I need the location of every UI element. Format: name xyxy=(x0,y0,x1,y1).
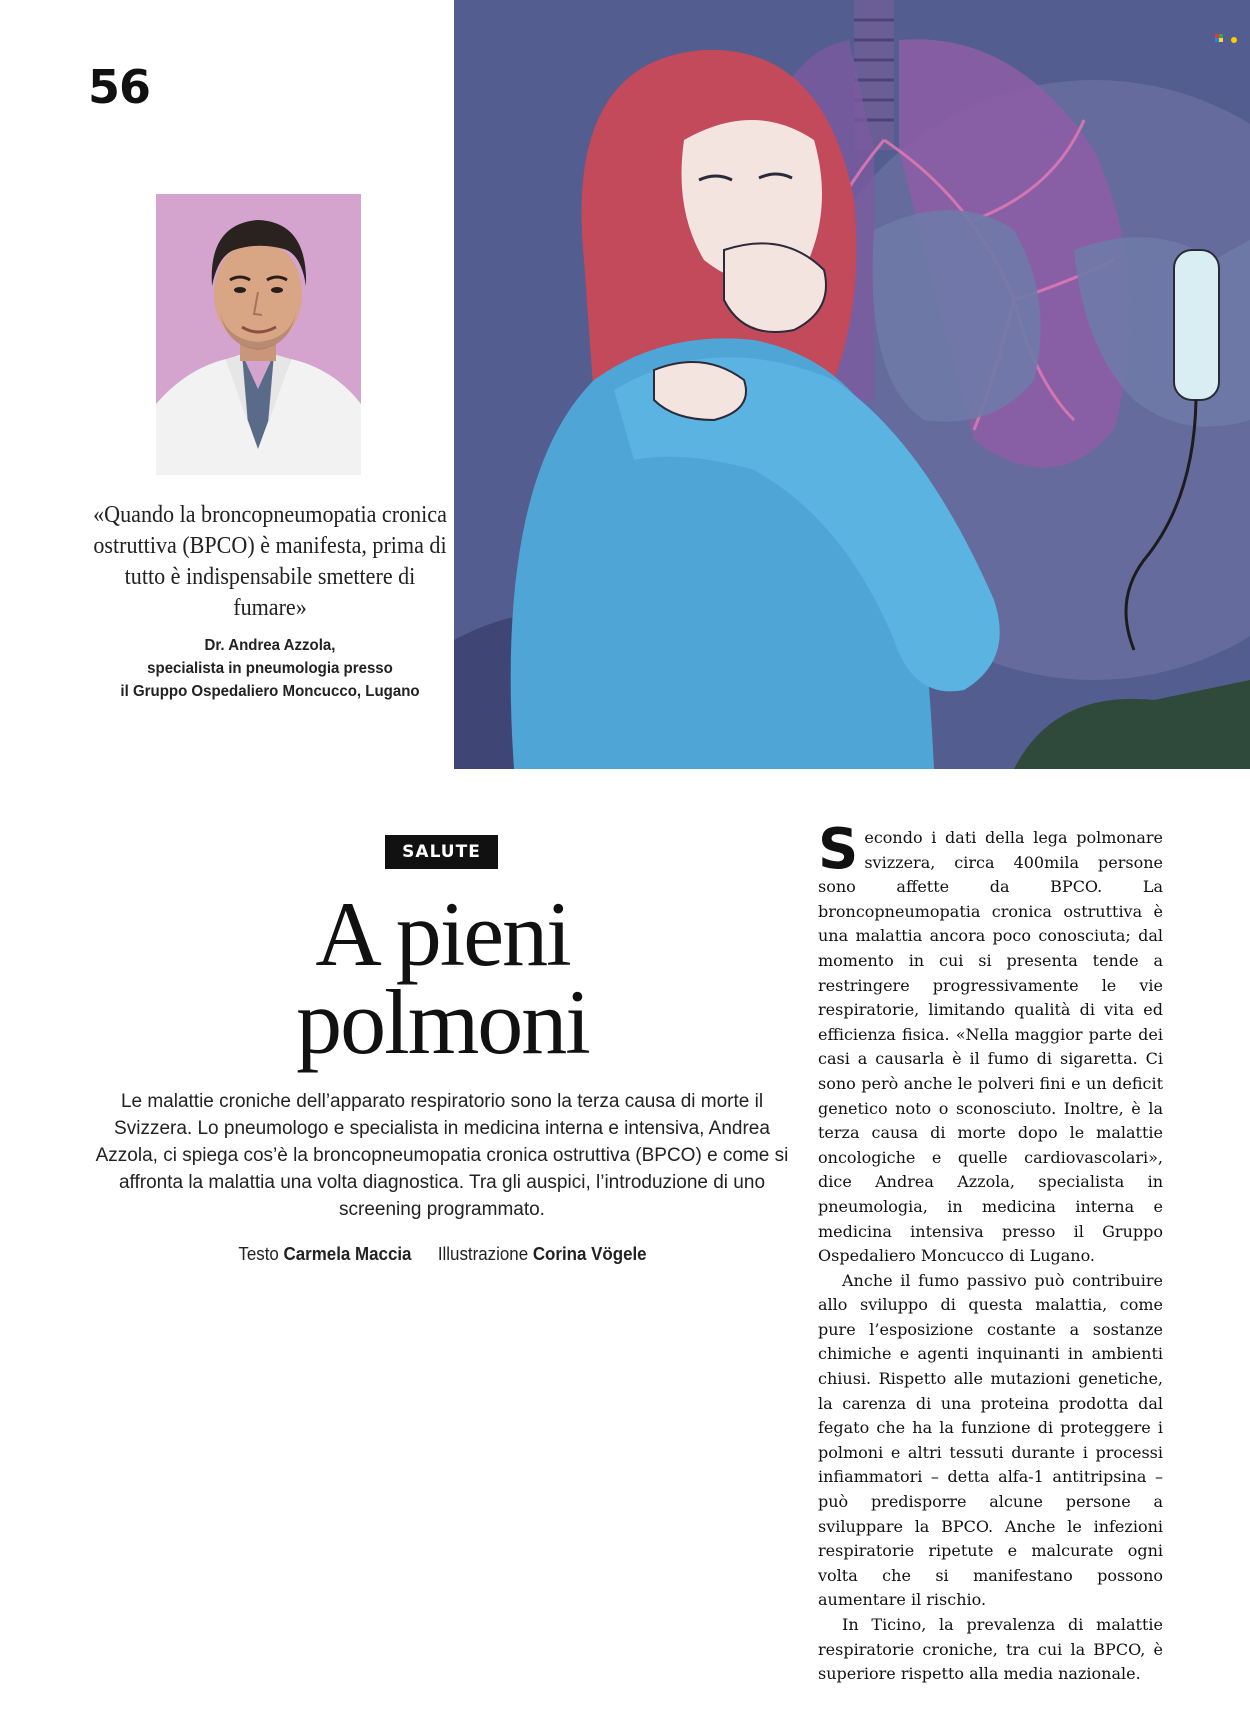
coughing-woman-lungs-illustration xyxy=(454,0,1250,769)
article-body xyxy=(818,817,1163,1687)
body-paragraph-3: In Ticino, la prevalenza di malattie respiratorie croniche, tra cui la BPCO, è superiore rispetto alla media nazionale. xyxy=(818,1615,1163,1684)
category-badge: SALUTE xyxy=(385,835,498,869)
quote-author-role: specialista in pneumologia presso xyxy=(147,660,393,677)
credit-illustration-label: Illustrazione xyxy=(437,1244,529,1264)
portrait-illustration xyxy=(156,194,361,475)
credit-illustration-author: Corina Vögele xyxy=(532,1244,647,1264)
author-portrait-photo xyxy=(156,194,361,475)
article-title-line-1: A pieni xyxy=(315,883,570,985)
quote-author-affiliation: il Gruppo Ospedaliero Moncucco, Lugano xyxy=(120,683,420,700)
quote-attribution xyxy=(70,634,470,703)
drop-cap: S xyxy=(818,817,859,882)
article-credits xyxy=(168,1244,718,1265)
pull-quote: «Quando la broncopneumopatia cronica ostruttiva (BPCO) è manifesta, prima di tutto è indispensabile smettere di fumare» xyxy=(93,502,447,621)
body-paragraph-1-text: econdo i dati della lega polmonare svizzera, circa 400mila persone sono affette da BPCO. La broncopneumopatia cronica ostruttiva è una malattia ancora poco conosciuta; dal momento in cui si presenta tende a restringere progressivamente le vie respiratorie, limitando qualità di vita ed efficienza fisica. «Nella maggior parte dei casi a causarla è il fumo di sigaretta. Ci sono però anche le polveri fini e un deficit genetico noto o sconosciuto. Inoltre, è la terza causa di morte dopo le malattie oncologiche e quelle cardiovascolari», dice Andrea Azzola, specialista in pneumologia, in medicina interna e medicina intensiva presso il Gruppo Ospedaliero Moncucco di Lugano. xyxy=(818,828,1163,1266)
credit-text-author: Carmela Maccia xyxy=(283,1244,412,1264)
lead-illustration xyxy=(454,0,1250,769)
article-title xyxy=(210,883,675,1073)
corner-registration-mark xyxy=(1215,34,1223,42)
article-lead: Le malattie croniche dell’apparato respiratorio sono la terza causa di morte il Svizzera. Lo pneumologo e specialista in medicina interna e intensiva, Andrea Azzola, ci spiega cos’è la broncopneumopatia cronica ostruttiva (BPCO) e come si affronta la malattia una volta diagnostica. Tra gli auspici, l’introduzione di uno screening programmato. xyxy=(95,1091,789,1220)
quote-author-name: Dr. Andrea Azzola, xyxy=(204,637,336,654)
body-paragraph-2: Anche il fumo passivo può contribuire allo sviluppo di questa malattia, come pure l’esposizione costante a sostanze chimiche e agenti inquinanti in ambienti chiusi. Rispetto alle mutazioni genetiche, la carenza di una proteina prodotta dal fegato che ha la funzione di proteggere i polmoni e altri tessuti durante i processi infiammatori – detta alfa-1 antitripsina – può predisporre alcune persone a sviluppare la BPCO. Anche le infezioni respiratorie ripetute e malcurate ogni volta che si manifestano possono aumentare il rischio. xyxy=(818,1270,1163,1610)
page-number: 56 xyxy=(88,60,151,114)
article-title-line-2: polmoni xyxy=(296,971,589,1073)
credit-text-label: Testo xyxy=(238,1244,279,1264)
body-paragraph-1 xyxy=(818,817,1163,1269)
